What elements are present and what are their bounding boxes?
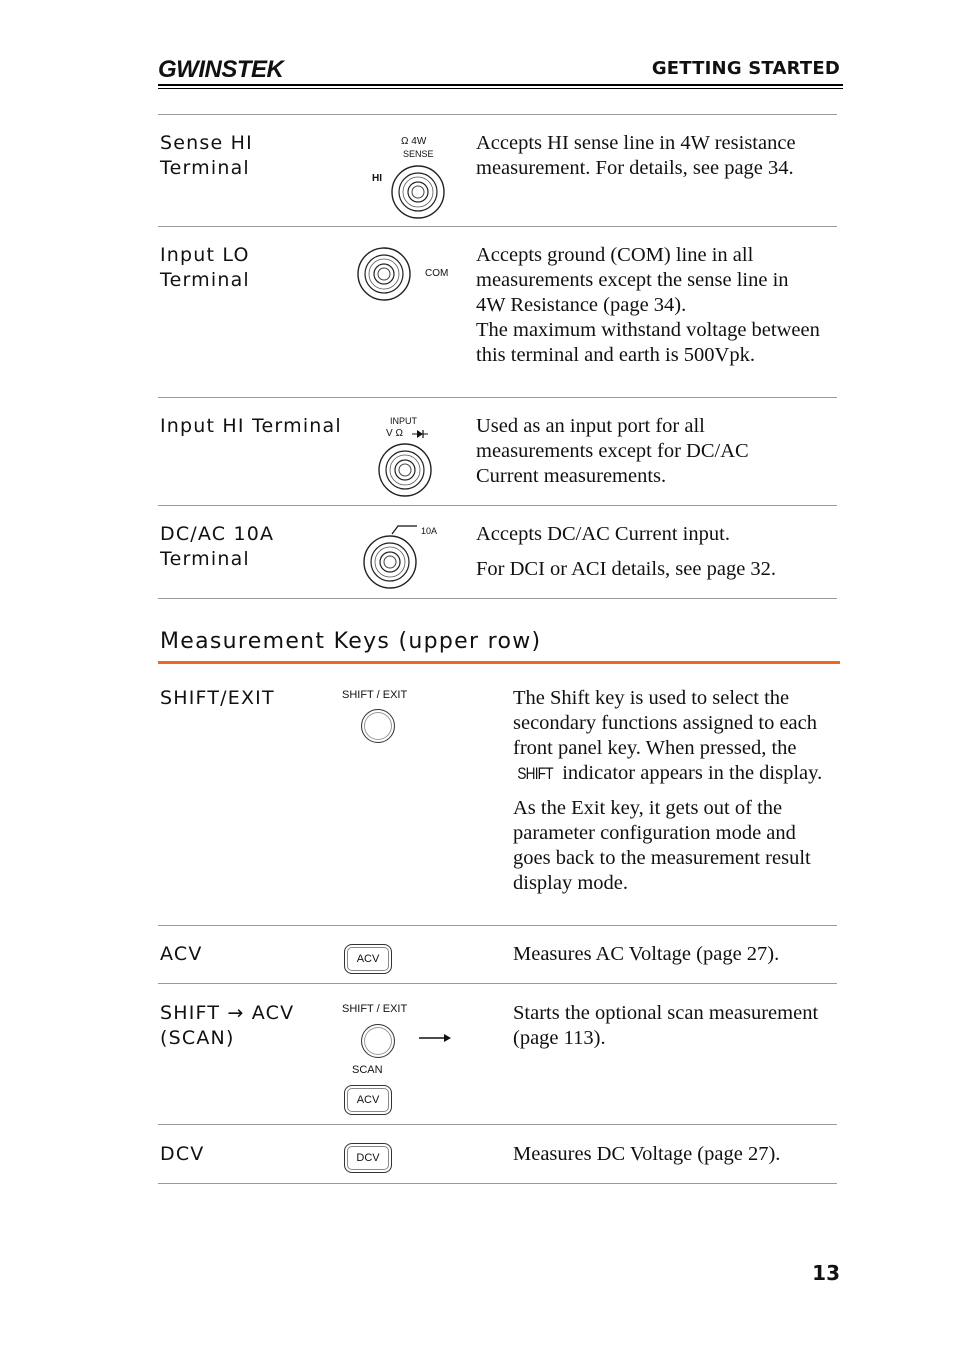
acv-key-icon: ACV <box>344 944 392 974</box>
dcv-label: DCV <box>160 1143 205 1165</box>
input-lo-terminal-icon <box>356 246 412 302</box>
section-heading: Measurement Keys (upper row) <box>160 629 542 654</box>
sense-hi-terminal-icon <box>390 164 446 220</box>
input-hi-description: Used as an input port for all measurements except for DC/AC Current measurements. <box>476 415 749 487</box>
acv-description: Measures AC Voltage (page 27). <box>513 943 780 965</box>
current-10a-side-label: 10A <box>421 526 438 536</box>
current-10a-terminal-icon <box>362 534 418 590</box>
table-rule <box>158 226 837 227</box>
table-rule <box>158 397 837 398</box>
heading-underline <box>158 661 840 664</box>
table-rule <box>158 114 837 115</box>
diode-icon <box>412 429 428 439</box>
table-rule <box>158 1124 837 1125</box>
input-lo-description: Accepts ground (COM) line in all measurements except the sense line in 4W Resistance (page 34). The maximum withstand voltage between this terminal and earth is 500Vpk. <box>476 244 820 366</box>
input-hi-caption: INPUT <box>390 416 417 426</box>
scan-caption: SCAN <box>352 1064 383 1076</box>
dcv-description: Measures DC Voltage (page 27). <box>513 1143 781 1165</box>
acv-label: ACV <box>160 943 203 965</box>
acv-scan-key-icon: ACV <box>344 1085 392 1115</box>
section-title: GETTING STARTED <box>651 58 840 79</box>
shift-indicator: SHIFT <box>517 764 553 783</box>
table-rule <box>158 925 837 926</box>
sense-hi-caption: Ω 4W <box>401 136 427 147</box>
sense-hi-label: Sense HI Terminal <box>160 132 253 179</box>
shift-exit-caption: SHIFT / EXIT <box>342 689 408 701</box>
shift-exit-label: SHIFT/EXIT <box>160 687 275 709</box>
input-hi-terminal-icon <box>377 442 433 498</box>
brand-logo: GWINSTEK <box>158 56 284 83</box>
sense-hi-description: Accepts HI sense line in 4W resistance measurement. For details, see page 34. <box>476 132 796 179</box>
current-10a-description: Accepts DC/AC Current input. For DCI or ACI details, see page 32. <box>476 523 777 580</box>
table-rule <box>158 505 837 506</box>
input-hi-caption-2: V Ω <box>386 428 403 439</box>
sense-hi-caption-2: SENSE <box>403 149 434 159</box>
arrow-right-icon <box>418 1032 454 1044</box>
page-number: 13 <box>812 1261 840 1285</box>
sense-hi-side-label: HI <box>372 173 382 184</box>
input-lo-side-label: COM <box>425 268 449 279</box>
shift-key-icon <box>361 1024 395 1058</box>
dcv-key-icon: DCV <box>344 1143 392 1173</box>
table-rule <box>158 983 837 984</box>
header-rule <box>158 84 843 89</box>
input-lo-label: Input LO Terminal <box>160 244 250 291</box>
shift-exit-key-icon <box>361 709 395 743</box>
current-10a-label: DC/AC 10A Terminal <box>160 523 275 570</box>
scan-shift-caption: SHIFT / EXIT <box>342 1003 408 1015</box>
table-rule <box>158 1183 837 1184</box>
input-hi-label: Input HI Terminal <box>160 415 342 437</box>
scan-label: SHIFT → ACV (SCAN) <box>160 1002 295 1049</box>
scan-description: Starts the optional scan measurement (page 113). <box>513 1002 819 1049</box>
table-rule <box>158 598 837 599</box>
shift-exit-description: The Shift key is used to select the secondary functions assigned to each front panel key. When pressed, the SHIFT indicator appears in the display. As the Exit key, it gets out of the parameter configuration mode and goes back to the measurement result display mode. <box>513 687 823 894</box>
